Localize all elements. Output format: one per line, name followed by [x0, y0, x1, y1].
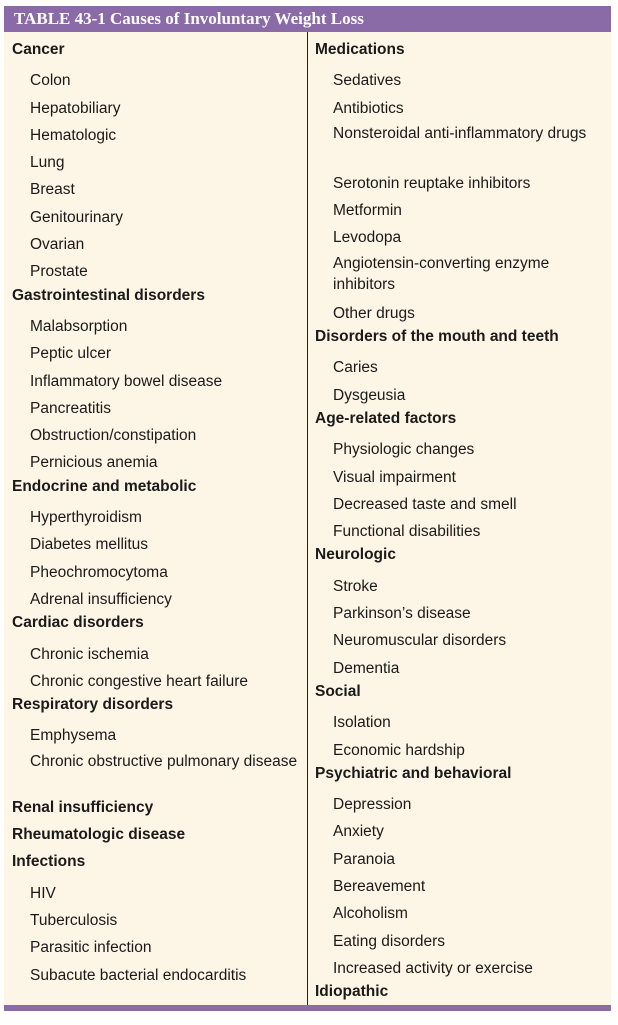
cause-item: Economic hardship	[333, 741, 465, 759]
category-heading: Idiopathic	[315, 983, 389, 1001]
column-divider	[307, 32, 308, 1005]
category-heading: Respiratory disorders	[12, 696, 174, 714]
cause-item: Emphysema	[30, 727, 117, 745]
category-heading: Age-related factors	[315, 409, 457, 427]
cause-item: Anxiety	[333, 823, 384, 841]
category-heading: Cancer	[12, 41, 65, 58]
cause-item: Antibiotics	[333, 99, 404, 117]
cause-item: Stroke	[333, 577, 378, 595]
cause-item: Levodopa	[333, 229, 402, 247]
weight-loss-table	[4, 6, 611, 1011]
category-heading: Cardiac disorders	[12, 614, 144, 632]
cause-item: Prostate	[30, 263, 88, 281]
cause-item: Hyperthyroidism	[30, 509, 142, 527]
category-heading: Psychiatric and behavioral	[315, 764, 512, 782]
cause-item: Angiotensin-converting enzyme inhibitors	[333, 254, 550, 293]
category-heading: Renal insufficiency	[12, 798, 154, 816]
cause-item: Nonsteroidal anti-inflammatory drugs	[333, 124, 587, 142]
cause-item: HIV	[30, 884, 56, 902]
right-column	[315, 40, 607, 1010]
cause-item: Adrenal insufficiency	[30, 590, 172, 608]
cause-item: Lung	[30, 154, 65, 172]
category-heading: Social	[315, 682, 361, 700]
category-heading: Disorders of the mouth and teeth	[315, 328, 559, 346]
cause-item: Decreased taste and smell	[333, 495, 517, 513]
cause-item: Other drugs	[333, 304, 415, 322]
cause-item: Dementia	[333, 659, 400, 677]
cause-item: Eating disorders	[333, 932, 446, 950]
cause-item: Inflammatory bowel disease	[30, 372, 223, 390]
category-heading: Medications	[315, 41, 405, 58]
category-heading: Gastrointestinal disorders	[12, 286, 205, 304]
cause-item: Chronic ischemia	[30, 645, 149, 663]
cause-item: Neuromuscular disorders	[333, 632, 507, 650]
cause-item: Peptic ulcer	[30, 345, 111, 363]
cause-item: Physiologic changes	[333, 441, 475, 459]
category-heading: Infections	[12, 853, 86, 871]
cause-item: Pheochromocytoma	[30, 563, 168, 581]
cause-item: Tuberculosis	[30, 911, 118, 929]
cause-item: Malabsorption	[30, 317, 128, 335]
cause-item: Increased activity or exercise	[333, 959, 533, 977]
category-heading: Rheumatologic disease	[12, 826, 186, 844]
cause-item: Subacute bacterial endocarditis	[30, 966, 247, 984]
cause-item: Obstruction/constipation	[30, 427, 197, 445]
cause-item: Caries	[333, 359, 378, 377]
cause-item: Hepatobiliary	[30, 99, 121, 117]
cause-item: Chronic congestive heart failure	[30, 672, 248, 690]
cause-item: Sedatives	[333, 72, 402, 90]
cause-item: Parasitic infection	[30, 939, 152, 957]
table-title: TABLE 43-1 Causes of Involuntary Weight Loss	[4, 6, 611, 32]
cause-item: Serotonin reuptake inhibitors	[333, 174, 531, 192]
cause-item: Functional disabilities	[333, 523, 481, 541]
cause-item: Pancreatitis	[30, 399, 111, 417]
cause-item: Dysgeusia	[333, 386, 406, 404]
cause-item: Pernicious anemia	[30, 454, 158, 472]
cause-item: Diabetes mellitus	[30, 536, 149, 554]
cause-item: Paranoia	[333, 850, 396, 868]
left-column	[12, 40, 304, 989]
cause-item: Bereavement	[333, 878, 426, 896]
category-heading: Endocrine and metabolic	[12, 477, 197, 495]
cause-item: Genitourinary	[30, 208, 124, 226]
cause-item: Parkinson’s disease	[333, 605, 471, 623]
cause-item: Colon	[30, 72, 71, 90]
cause-item: Ovarian	[30, 236, 85, 254]
cause-item: Metformin	[333, 202, 402, 220]
table-bottom-rule	[4, 1005, 611, 1011]
cause-item: Depression	[333, 796, 412, 814]
cause-item: Alcoholism	[333, 905, 408, 923]
cause-item: Visual impairment	[333, 468, 456, 486]
cause-item: Chronic obstructive pulmonary disease	[30, 752, 298, 770]
cause-item: Isolation	[333, 714, 391, 732]
cause-item: Hematologic	[30, 126, 117, 144]
cause-item: Breast	[30, 181, 75, 199]
category-heading: Neurologic	[315, 546, 396, 564]
